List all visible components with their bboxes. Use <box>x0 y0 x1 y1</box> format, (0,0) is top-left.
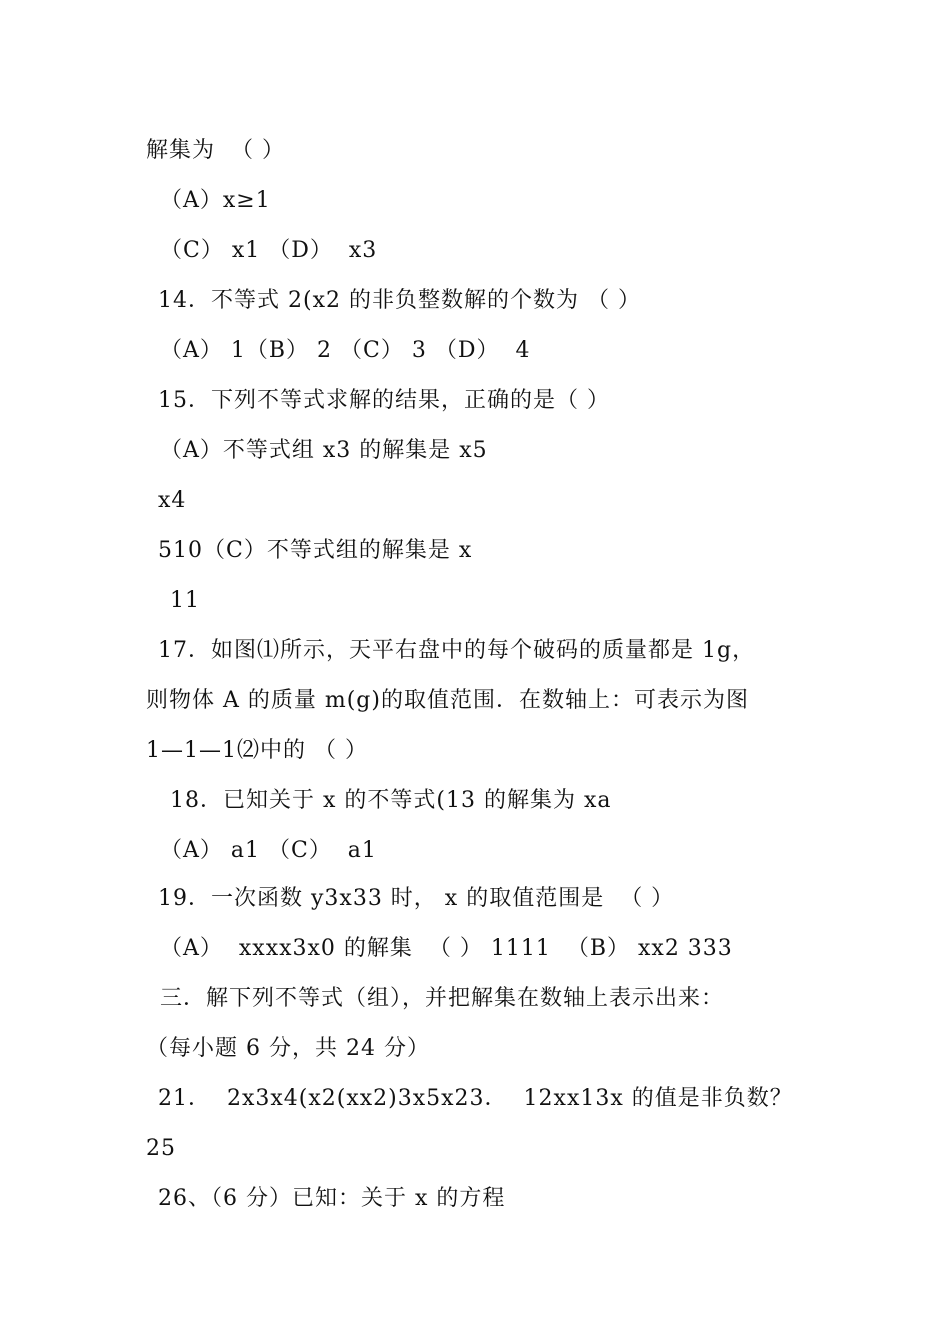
text-line-answer-set: 解集为 （ ） <box>146 138 285 163</box>
text-line-question-14-options: （A） 1（B） 2 （C） 3 （D） 4 <box>160 338 531 363</box>
text-line-section-three: 三．解下列不等式（组），并把解集在数轴上表示出来： <box>160 986 725 1011</box>
text-line-score-note: （每小题 6 分，共 24 分） <box>146 1036 430 1061</box>
text-line-question-17-cont: 则物体 A 的质量 m(g)的取值范围．在数轴上：可表示为图 <box>146 688 749 713</box>
text-line-question-18-options: （A） a1 （C） a1 <box>160 838 377 863</box>
text-line-question-19: 19．一次函数 y3x33 时， x 的取值范围是 （ ） <box>158 886 675 911</box>
text-line-question-21: 21． 2x3x4(x2(xx2)3x5x23． 12xx13x 的值是非负数？ <box>158 1086 793 1111</box>
text-line-question-18: 18．已知关于 x 的不等式(13 的解集为 xa <box>170 788 612 813</box>
text-line-25: 25 <box>146 1136 176 1161</box>
text-line-question-17-end: 1—1—1⑵中的 （ ） <box>146 738 368 763</box>
text-line-option-a: （A）x≥1 <box>160 188 271 213</box>
text-line-question-14: 14．不等式 2(x2 的非负整数解的个数为 （ ） <box>158 288 641 313</box>
text-line-options-c-d: （C） x1 （D） x3 <box>160 238 378 263</box>
text-line-question-15: 15．下列不等式求解的结果，正确的是（ ） <box>158 388 610 413</box>
text-line-option-c: 510（C）不等式组的解集是 x <box>158 538 473 563</box>
text-line-x4: x4 <box>158 488 187 513</box>
text-line-question-15-option-a: （A）不等式组 x3 的解集是 x5 <box>160 438 488 463</box>
text-line-11: 11 <box>170 588 200 613</box>
text-line-question-17: 17．如图⑴所示，天平右盘中的每个破码的质量都是 1g， <box>158 638 756 663</box>
text-line-question-19-options: （A） xxxx3x0 的解集 （ ） 1111 （B） xx2 333 <box>160 936 733 961</box>
text-line-question-26: 26、（6 分）已知：关于 x 的方程 <box>158 1186 506 1211</box>
